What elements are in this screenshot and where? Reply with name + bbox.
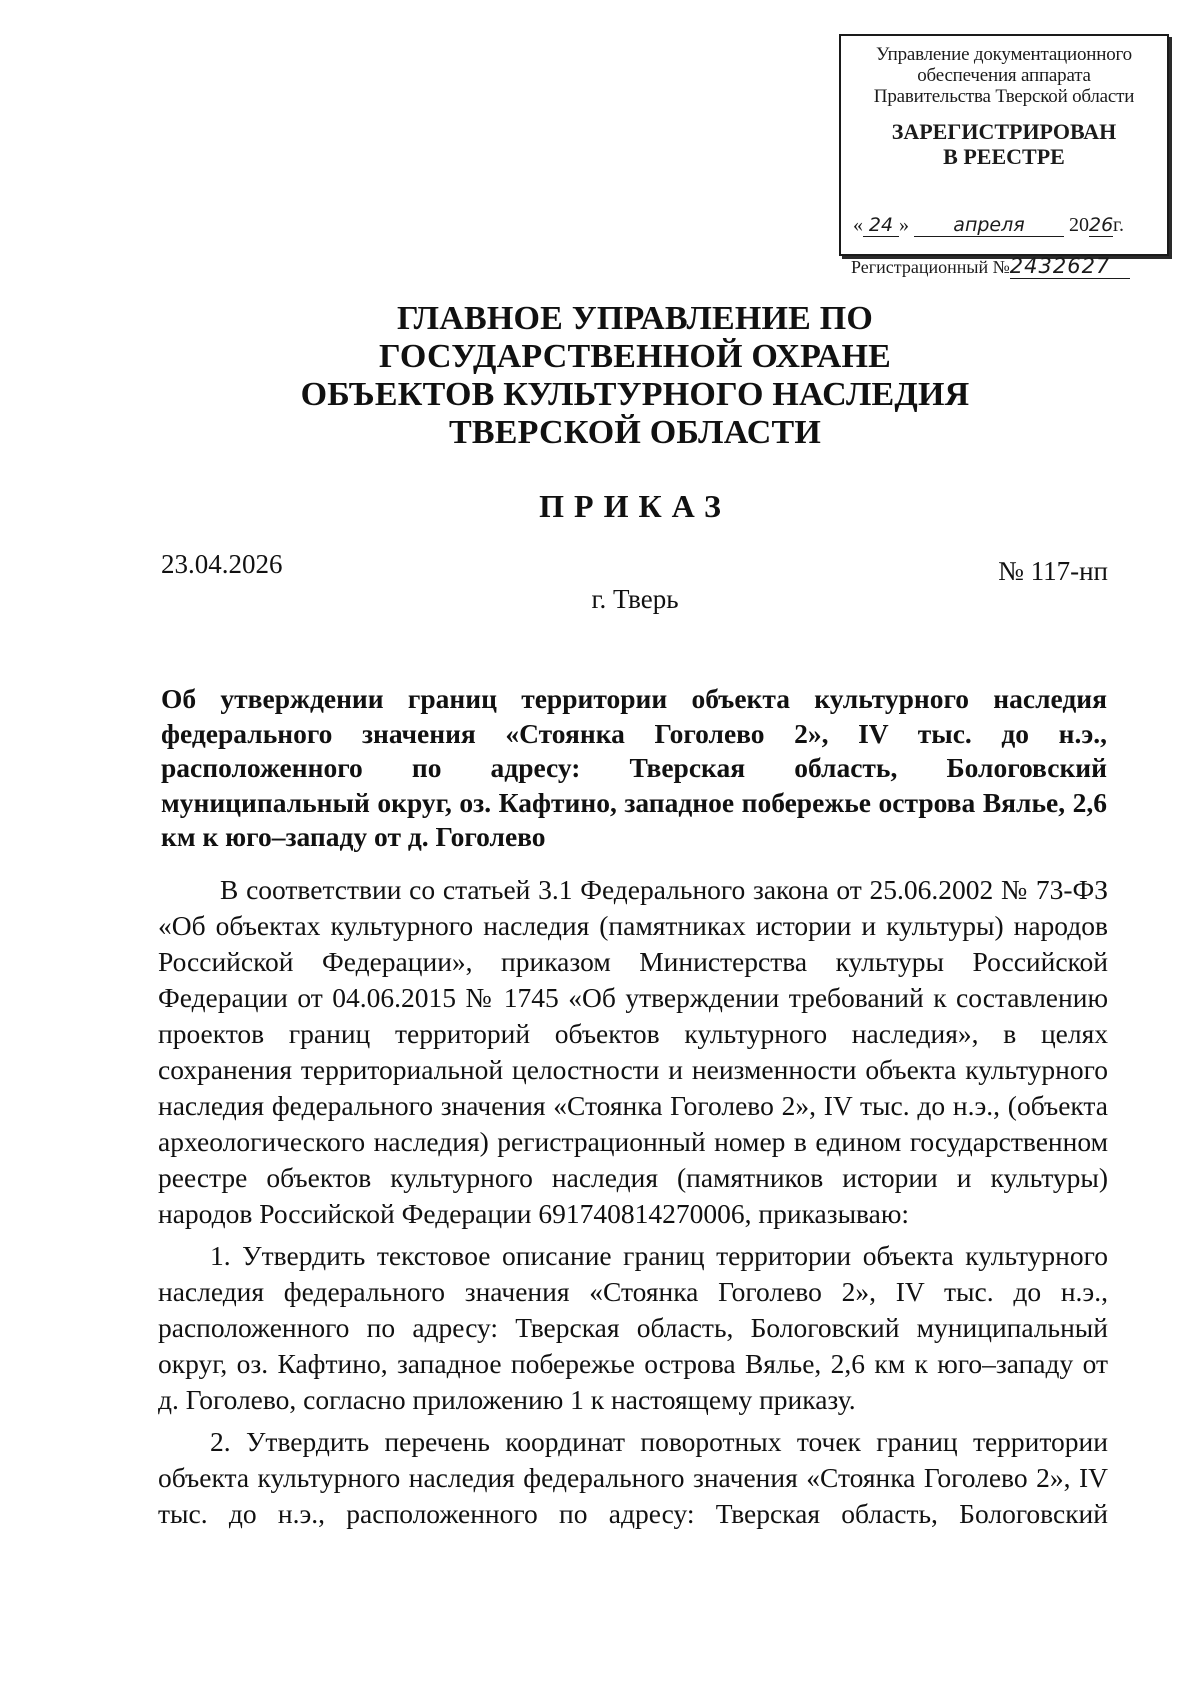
registration-stamp	[839, 34, 1169, 278]
stamp-date-close-quote: »	[899, 214, 909, 236]
document-subject: Об утверждении границ территории объекта культурного наследия федерального значения «Стоянка Гоголево 2», IV тыс. до н.э., расположенного по адресу: Тверская область, Бологовский муниципальный округ, оз. Кафтино, западное побережье острова Вялье, 2,6 км к юго–западу от д. Гоголево	[161, 683, 1107, 852]
agency-line: ГЛАВНОЕ УПРАВЛЕНИЕ ПО	[396, 300, 874, 337]
agency-name	[200, 300, 1070, 452]
stamp-registered-status	[841, 119, 1167, 169]
stamp-org-line: обеспечения аппарата	[917, 65, 1091, 86]
stamp-date-month: апреля	[914, 214, 1064, 237]
stamp-org-line: Управление документационного	[876, 44, 1132, 65]
body-preamble: В соответствии со статьей 3.1 Федерального закона от 25.06.2002 № 73-ФЗ «Об объектах культурного наследия (памятниках истории и культуры) народов Российской Федерации», приказом Министерства культуры Российской Федерации от 04.06.2015 № 1745 «Об утверждении требований к составлению проектов границ территорий объектов культурного наследия», в целях сохранения территориальной целостности и неизменности объекта культурного наследия федерального значения «Стоянка Гоголево 2», IV тыс. до н.э., (объекта археологического наследия) регистрационный номер в едином государственном реестре объектов культурного наследия (памятников истории и культуры) народов Российской Федерации 691740814270006, приказываю:	[158, 874, 1108, 1229]
stamp-organization	[841, 44, 1167, 107]
body-item-2: 2. Утвердить перечень координат поворотных точек границ территории объекта культурного наследия федерального значения «Стоянка Гоголево 2», IV тыс. до н.э., расположенного по адресу: Тверская область, Бологовский	[158, 1426, 1108, 1529]
document-date: 23.04.2026	[161, 549, 283, 579]
stamp-date-day: 24	[863, 214, 899, 237]
stamp-date-year-unit: г.	[1113, 214, 1124, 236]
stamp-registered-line: ЗАРЕГИСТРИРОВАН	[891, 119, 1117, 144]
stamp-reg-number: 2432627	[1010, 254, 1130, 279]
stamp-date-year-suffix: 26	[1089, 214, 1114, 236]
agency-line: ТВЕРСКОЙ ОБЛАСТИ	[448, 414, 822, 451]
stamp-registered-line: В РЕЕСТРЕ	[943, 144, 1065, 169]
document-type-title: ПРИКАЗ	[539, 488, 731, 524]
body-item-1: 1. Утвердить текстовое описание границ территории объекта культурного наследия федерального значения «Стоянка Гоголево 2», IV тыс. до н.э., расположенного по адресу: Тверская область, Бологовский муниципальный округ, оз. Кафтино, западное побережье острова Вялье, 2,6 км к юго–западу от д. Гоголево, согласно приложению 1 к настоящему приказу.	[158, 1240, 1108, 1415]
agency-line: ГОСУДАРСТВЕННОЙ ОХРАНЕ	[378, 338, 892, 375]
stamp-org-line: Правительства Тверской области	[873, 86, 1135, 107]
document-city: г. Тверь	[591, 584, 679, 614]
stamp-date-year-prefix: 20	[1069, 214, 1089, 236]
agency-line: ОБЪЕКТОВ КУЛЬТУРНОГО НАСЛЕДИЯ	[300, 376, 970, 413]
document-body	[158, 872, 1108, 1532]
stamp-date-open-quote: «	[853, 214, 863, 236]
stamp-date	[853, 214, 1159, 240]
document-number: № 117-нп	[998, 556, 1108, 586]
stamp-registration-number	[851, 254, 1159, 279]
stamp-reg-label: Регистрационный №	[851, 257, 1010, 277]
